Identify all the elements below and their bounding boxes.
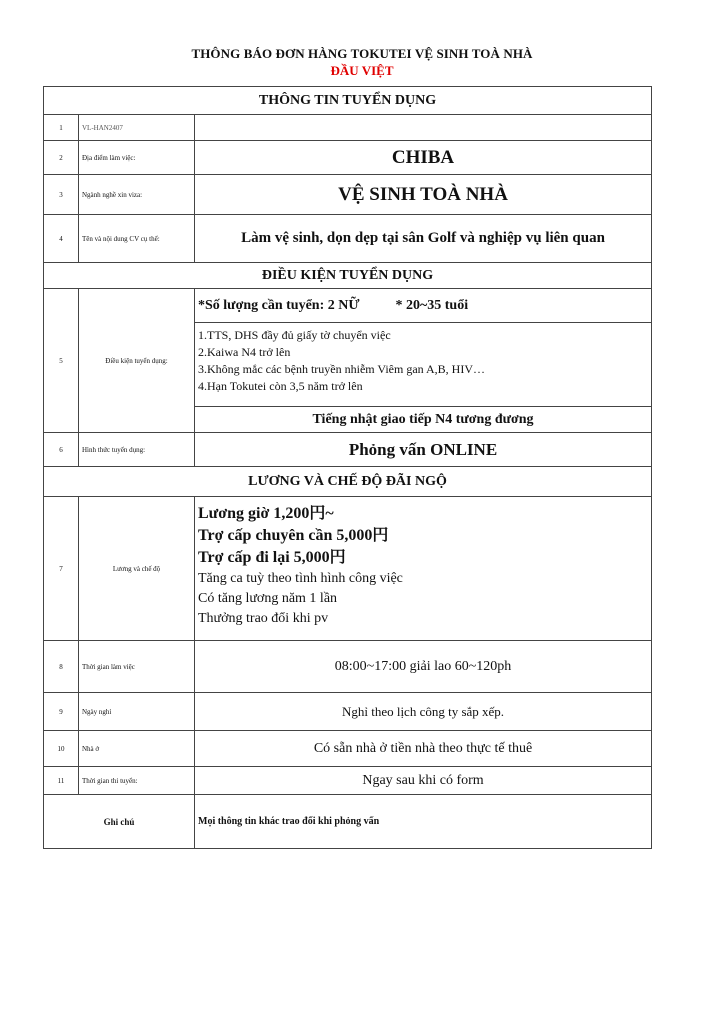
table-row — [44, 289, 652, 323]
row-number: 5 — [44, 289, 79, 433]
section-salary-benefits: LƯƠNG VÀ CHẾ ĐỘ ĐÃI NGỘ — [44, 467, 652, 497]
section-recruit-conditions: ĐIỀU KIỆN TUYỂN DỤNG — [44, 263, 652, 289]
field-label: Hình thức tuyển dụng: — [79, 433, 195, 467]
row-number: 2 — [44, 141, 79, 175]
field-label: Thời gian thi tuyển: — [79, 767, 195, 795]
exam-time-value: Ngay sau khi có form — [195, 767, 652, 795]
table-row — [44, 433, 652, 467]
row-number: 4 — [44, 215, 79, 263]
job-order-table — [43, 86, 652, 849]
working-hours-value: 08:00~17:00 giải lao 60~120ph — [195, 641, 652, 693]
list-item: 4.Hạn Tokutei còn 3,5 năm trở lên — [198, 379, 363, 393]
row-number: 9 — [44, 693, 79, 731]
table-row — [44, 141, 652, 175]
section-row — [44, 87, 652, 115]
table-row — [44, 115, 652, 141]
field-label: Lương và chế độ — [79, 497, 195, 641]
field-label: Tên và nội dung CV cụ thể: — [79, 215, 195, 263]
order-code: VL-HAN2407 — [79, 115, 195, 141]
quantity-text: *Số lượng cần tuyển: 2 NỮ — [198, 297, 360, 313]
table-row — [44, 175, 652, 215]
housing-value: Có sẵn nhà ở tiền nhà theo thực tế thuê — [195, 731, 652, 767]
salary-details — [195, 497, 652, 641]
field-label: Điều kiện tuyển dụng: — [79, 289, 195, 433]
job-description-value: Làm vệ sinh, dọn dẹp tại sân Golf và nghiệp vụ liên quan — [195, 215, 652, 263]
empty-cell — [195, 115, 652, 141]
table-row — [44, 795, 652, 849]
row-number: 7 — [44, 497, 79, 641]
list-item: 3.Không mắc các bệnh truyền nhiễm Viêm gan A,B, HIV… — [198, 362, 485, 376]
benefit-line: Có tăng lương năm 1 lần — [198, 591, 338, 606]
table-row — [44, 497, 652, 641]
document-title: THÔNG BÁO ĐƠN HÀNG TOKUTEI VỆ SINH TOÀ NHÀ — [191, 46, 533, 61]
field-label: Ngành nghề xin viza: — [79, 175, 195, 215]
quantity-age-cell — [195, 289, 652, 323]
section-row — [44, 467, 652, 497]
row-number: 8 — [44, 641, 79, 693]
field-label: Nhà ở — [79, 731, 195, 767]
travel-allowance: Trợ cấp đi lại 5,000円 — [198, 549, 346, 566]
interview-format-value: Phỏng vấn ONLINE — [195, 433, 652, 467]
row-number: 11 — [44, 767, 79, 795]
attendance-allowance: Trợ cấp chuyên cần 5,000円 — [198, 527, 389, 544]
hourly-wage: Lương giờ 1,200円~ — [198, 505, 334, 522]
table-row — [44, 731, 652, 767]
table-row — [44, 693, 652, 731]
table-row — [44, 641, 652, 693]
row-number: 1 — [44, 115, 79, 141]
table-row — [44, 215, 652, 263]
list-item: 2.Kaiwa N4 trở lên — [198, 345, 291, 359]
section-row — [44, 263, 652, 289]
table-row — [44, 767, 652, 795]
field-label: Ngày nghỉ — [79, 693, 195, 731]
row-number: 6 — [44, 433, 79, 467]
row-number: 3 — [44, 175, 79, 215]
note-value: Mọi thông tin khác trao đổi khi phỏng vấn — [195, 795, 652, 849]
note-label: Ghi chú — [44, 795, 195, 849]
requirements-list — [195, 323, 652, 407]
age-text: * 20~35 tuổi — [395, 297, 469, 313]
work-location-value: CHIBA — [195, 141, 652, 175]
days-off-value: Nghỉ theo lịch công ty sắp xếp. — [195, 693, 652, 731]
benefit-line: Tăng ca tuỳ theo tình hình công việc — [198, 571, 403, 586]
document-subtitle: ĐẦU VIỆT — [330, 63, 394, 78]
row-number: 10 — [44, 731, 79, 767]
list-item: 1.TTS, DHS đầy đủ giấy tờ chuyển việc — [198, 328, 391, 342]
field-label: Địa điểm làm việc: — [79, 141, 195, 175]
language-requirement: Tiếng nhật giao tiếp N4 tương đương — [195, 407, 652, 433]
visa-field-value: VỆ SINH TOÀ NHÀ — [195, 175, 652, 215]
section-recruit-info: THÔNG TIN TUYỂN DỤNG — [44, 87, 652, 115]
benefit-line: Thưởng trao đổi khi pv — [198, 611, 329, 626]
field-label: Thời gian làm việc — [79, 641, 195, 693]
